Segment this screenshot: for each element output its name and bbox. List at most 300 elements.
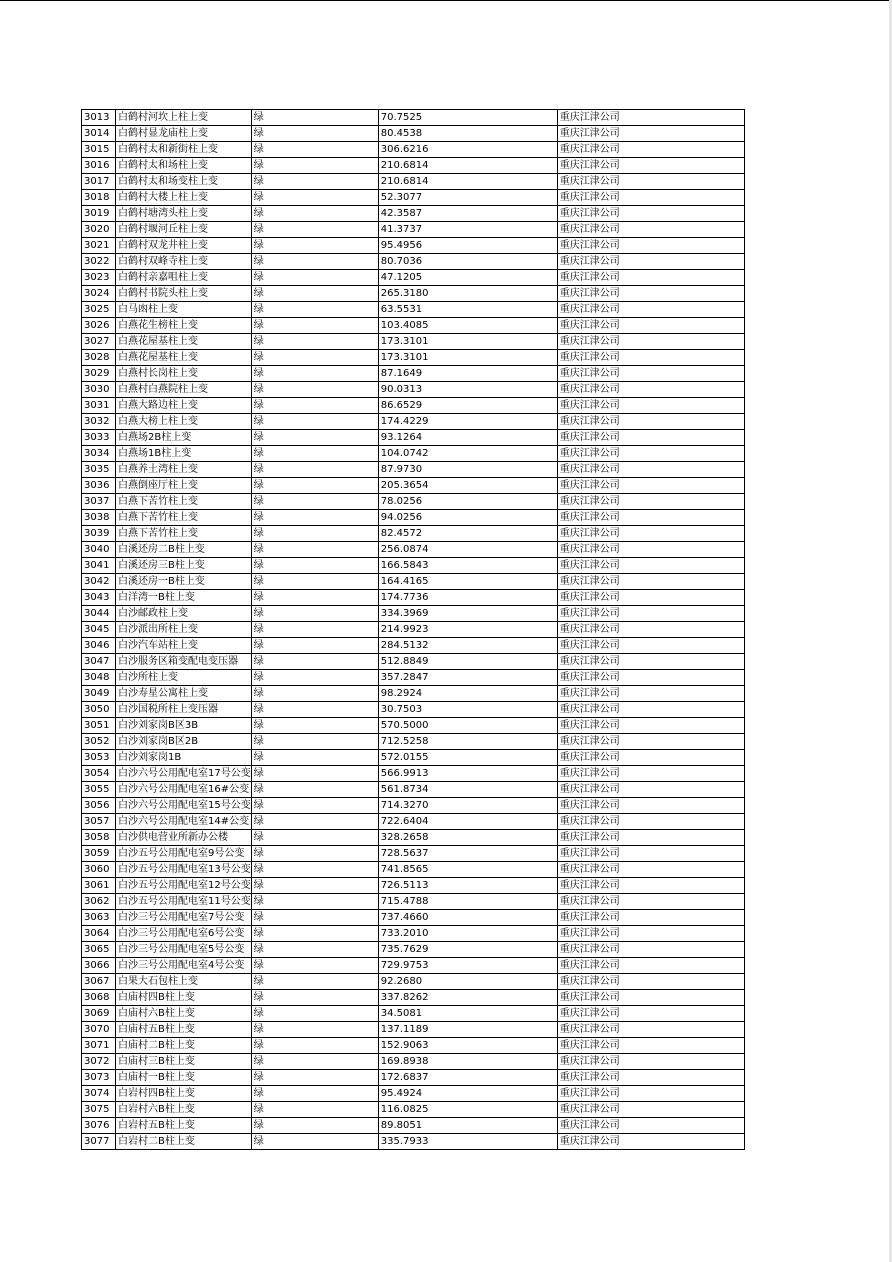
status-cell: 绿 (251, 654, 378, 670)
value-cell: 335.7933 (378, 1134, 557, 1150)
value-cell: 103.4085 (378, 318, 557, 334)
transformer-name-cell: 白沙五号公用配电室12号公变 (116, 878, 252, 894)
row-id-cell: 3044 (82, 606, 116, 622)
table-row (82, 590, 745, 606)
table-row (82, 174, 745, 190)
value-cell: 42.3587 (378, 206, 557, 222)
table-row (82, 910, 745, 926)
status-cell: 绿 (251, 606, 378, 622)
table-row (82, 334, 745, 350)
row-id-cell: 3046 (82, 638, 116, 654)
transformer-name-cell: 白鹤村双峰寺柱上变 (116, 254, 252, 270)
row-id-cell: 3017 (82, 174, 116, 190)
row-id-cell: 3020 (82, 222, 116, 238)
value-cell: 89.8051 (378, 1118, 557, 1134)
table-row (82, 350, 745, 366)
table-row (82, 782, 745, 798)
value-cell: 78.0256 (378, 494, 557, 510)
table-row (82, 526, 745, 542)
transformer-name-cell: 白沙三号公用配电室7号公变 (116, 910, 252, 926)
row-id-cell: 3076 (82, 1118, 116, 1134)
table-row (82, 542, 745, 558)
row-id-cell: 3018 (82, 190, 116, 206)
row-id-cell: 3057 (82, 814, 116, 830)
status-cell: 绿 (251, 942, 378, 958)
row-id-cell: 3024 (82, 286, 116, 302)
value-cell: 572.0155 (378, 750, 557, 766)
transformer-name-cell: 白沙三号公用配电室5号公变 (116, 942, 252, 958)
company-cell: 重庆江津公司 (557, 414, 744, 430)
value-cell: 164.4165 (378, 574, 557, 590)
status-cell: 绿 (251, 638, 378, 654)
transformer-name-cell: 白沙五号公用配电室9号公变 (116, 846, 252, 862)
table-row (82, 1038, 745, 1054)
status-cell: 绿 (251, 174, 378, 190)
value-cell: 714.3270 (378, 798, 557, 814)
company-cell: 重庆江津公司 (557, 174, 744, 190)
transformer-name-cell: 白燕场2B柱上变 (116, 430, 252, 446)
row-id-cell: 3069 (82, 1006, 116, 1022)
transformer-name-cell: 白沙五号公用配电室11号公变 (116, 894, 252, 910)
row-id-cell: 3022 (82, 254, 116, 270)
status-cell: 绿 (251, 398, 378, 414)
status-cell: 绿 (251, 542, 378, 558)
transformer-name-cell: 白沙六号公用配电室16#公变 (116, 782, 252, 798)
row-id-cell: 3021 (82, 238, 116, 254)
row-id-cell: 3066 (82, 958, 116, 974)
transformer-name-cell: 白岩村五B柱上变 (116, 1118, 252, 1134)
company-cell: 重庆江津公司 (557, 734, 744, 750)
transformer-name-cell: 白燕花屋基柱上变 (116, 350, 252, 366)
value-cell: 80.4538 (378, 126, 557, 142)
table-row (82, 190, 745, 206)
row-id-cell: 3054 (82, 766, 116, 782)
transformer-name-cell: 白庙村五B柱上变 (116, 1022, 252, 1038)
table-row (82, 734, 745, 750)
transformer-name-cell: 白沙三号公用配电室4号公变 (116, 958, 252, 974)
status-cell: 绿 (251, 286, 378, 302)
transformer-name-cell: 白沙汽车站柱上变 (116, 638, 252, 654)
company-cell: 重庆江津公司 (557, 526, 744, 542)
transformer-name-cell: 白燕下苦竹柱上变 (116, 510, 252, 526)
status-cell: 绿 (251, 766, 378, 782)
transformer-name-cell: 白洋湾一B柱上变 (116, 590, 252, 606)
company-cell: 重庆江津公司 (557, 830, 744, 846)
status-cell: 绿 (251, 718, 378, 734)
status-cell: 绿 (251, 782, 378, 798)
value-cell: 94.0256 (378, 510, 557, 526)
row-id-cell: 3061 (82, 878, 116, 894)
row-id-cell: 3038 (82, 510, 116, 526)
transformer-name-cell: 白鹤村堰河丘柱上变 (116, 222, 252, 238)
transformer-name-cell: 白沙六号公用配电室14#公变 (116, 814, 252, 830)
table-row (82, 846, 745, 862)
row-id-cell: 3037 (82, 494, 116, 510)
status-cell: 绿 (251, 686, 378, 702)
transformer-name-cell: 白沙服务区箱变配电变压器 (116, 654, 252, 670)
value-cell: 95.4924 (378, 1086, 557, 1102)
transformer-name-cell: 白鹤村太和新街柱上变 (116, 142, 252, 158)
table-row (82, 958, 745, 974)
status-cell: 绿 (251, 1086, 378, 1102)
value-cell: 306.6216 (378, 142, 557, 158)
row-id-cell: 3048 (82, 670, 116, 686)
value-cell: 512.8849 (378, 654, 557, 670)
row-id-cell: 3047 (82, 654, 116, 670)
transformer-name-cell: 白鹤村塘湾头柱上变 (116, 206, 252, 222)
status-cell: 绿 (251, 590, 378, 606)
status-cell: 绿 (251, 702, 378, 718)
table-row (82, 254, 745, 270)
company-cell: 重庆江津公司 (557, 654, 744, 670)
row-id-cell: 3035 (82, 462, 116, 478)
status-cell: 绿 (251, 574, 378, 590)
value-cell: 735.7629 (378, 942, 557, 958)
transformer-name-cell: 白燕村白燕院柱上变 (116, 382, 252, 398)
transformer-name-cell: 白庙村六B柱上变 (116, 1006, 252, 1022)
value-cell: 93.1264 (378, 430, 557, 446)
table-row (82, 398, 745, 414)
value-cell: 334.3969 (378, 606, 557, 622)
table-row (82, 670, 745, 686)
row-id-cell: 3029 (82, 366, 116, 382)
transformer-name-cell: 白庙村二B柱上变 (116, 1038, 252, 1054)
row-id-cell: 3059 (82, 846, 116, 862)
value-cell: 729.9753 (378, 958, 557, 974)
table-row (82, 206, 745, 222)
table-body (82, 110, 745, 1150)
table-row (82, 446, 745, 462)
status-cell: 绿 (251, 814, 378, 830)
value-cell: 210.6814 (378, 158, 557, 174)
status-cell: 绿 (251, 798, 378, 814)
value-cell: 328.2658 (378, 830, 557, 846)
value-cell: 712.5258 (378, 734, 557, 750)
transformer-name-cell: 白沙寿星公寓柱上变 (116, 686, 252, 702)
value-cell: 737.4660 (378, 910, 557, 926)
company-cell: 重庆江津公司 (557, 606, 744, 622)
value-cell: 166.5843 (378, 558, 557, 574)
row-id-cell: 3070 (82, 1022, 116, 1038)
status-cell: 绿 (251, 862, 378, 878)
table-row (82, 702, 745, 718)
table-row (82, 798, 745, 814)
company-cell: 重庆江津公司 (557, 862, 744, 878)
transformer-name-cell: 白沙三号公用配电室6号公变 (116, 926, 252, 942)
row-id-cell: 3052 (82, 734, 116, 750)
table-row (82, 686, 745, 702)
value-cell: 137.1189 (378, 1022, 557, 1038)
transformer-name-cell: 白沙国税所柱上变压器 (116, 702, 252, 718)
table-row (82, 158, 745, 174)
company-cell: 重庆江津公司 (557, 782, 744, 798)
company-cell: 重庆江津公司 (557, 158, 744, 174)
status-cell: 绿 (251, 110, 378, 126)
transformer-name-cell: 白燕大榜上柱上变 (116, 414, 252, 430)
table-row (82, 862, 745, 878)
company-cell: 重庆江津公司 (557, 366, 744, 382)
value-cell: 733.2010 (378, 926, 557, 942)
table-row (82, 270, 745, 286)
company-cell: 重庆江津公司 (557, 1070, 744, 1086)
transformer-name-cell: 白沙所柱上变 (116, 670, 252, 686)
status-cell: 绿 (251, 478, 378, 494)
row-id-cell: 3055 (82, 782, 116, 798)
value-cell: 715.4788 (378, 894, 557, 910)
value-cell: 34.5081 (378, 1006, 557, 1022)
table-row (82, 126, 745, 142)
table-row (82, 1070, 745, 1086)
table-row (82, 574, 745, 590)
row-id-cell: 3053 (82, 750, 116, 766)
company-cell: 重庆江津公司 (557, 286, 744, 302)
row-id-cell: 3065 (82, 942, 116, 958)
transformer-name-cell: 白岩村六B柱上变 (116, 1102, 252, 1118)
company-cell: 重庆江津公司 (557, 126, 744, 142)
table-row (82, 894, 745, 910)
table-row (82, 990, 745, 1006)
status-cell: 绿 (251, 238, 378, 254)
value-cell: 41.3737 (378, 222, 557, 238)
status-cell: 绿 (251, 302, 378, 318)
value-cell: 92.2680 (378, 974, 557, 990)
table-row (82, 1022, 745, 1038)
status-cell: 绿 (251, 270, 378, 286)
row-id-cell: 3050 (82, 702, 116, 718)
table-row (82, 974, 745, 990)
company-cell: 重庆江津公司 (557, 206, 744, 222)
value-cell: 561.8734 (378, 782, 557, 798)
transformer-name-cell: 白燕花生榜柱上变 (116, 318, 252, 334)
transformer-name-cell: 白鹤村双龙井柱上变 (116, 238, 252, 254)
value-cell: 98.2924 (378, 686, 557, 702)
value-cell: 205.3654 (378, 478, 557, 494)
transformer-name-cell: 白鹤村太和场变柱上变 (116, 174, 252, 190)
row-id-cell: 3031 (82, 398, 116, 414)
value-cell: 90.0313 (378, 382, 557, 398)
value-cell: 174.4229 (378, 414, 557, 430)
transformer-name-cell: 白沙六号公用配电室15号公变 (116, 798, 252, 814)
transformer-name-cell: 白溪还房一B柱上变 (116, 574, 252, 590)
company-cell: 重庆江津公司 (557, 558, 744, 574)
row-id-cell: 3013 (82, 110, 116, 126)
row-id-cell: 3045 (82, 622, 116, 638)
row-id-cell: 3056 (82, 798, 116, 814)
row-id-cell: 3036 (82, 478, 116, 494)
status-cell: 绿 (251, 526, 378, 542)
value-cell: 210.6814 (378, 174, 557, 190)
table-row (82, 478, 745, 494)
value-cell: 214.9923 (378, 622, 557, 638)
transformer-name-cell: 白燕花屋基柱上变 (116, 334, 252, 350)
status-cell: 绿 (251, 494, 378, 510)
transformer-name-cell: 白沙供电营业所新办公楼 (116, 830, 252, 846)
company-cell: 重庆江津公司 (557, 222, 744, 238)
company-cell: 重庆江津公司 (557, 446, 744, 462)
company-cell: 重庆江津公司 (557, 318, 744, 334)
table-row (82, 222, 745, 238)
value-cell: 95.4956 (378, 238, 557, 254)
table-row (82, 606, 745, 622)
company-cell: 重庆江津公司 (557, 718, 744, 734)
transformer-name-cell: 白鹤村太和场柱上变 (116, 158, 252, 174)
status-cell: 绿 (251, 558, 378, 574)
value-cell: 173.3101 (378, 350, 557, 366)
status-cell: 绿 (251, 622, 378, 638)
status-cell: 绿 (251, 158, 378, 174)
row-id-cell: 3034 (82, 446, 116, 462)
row-id-cell: 3062 (82, 894, 116, 910)
row-id-cell: 3014 (82, 126, 116, 142)
company-cell: 重庆江津公司 (557, 574, 744, 590)
company-cell: 重庆江津公司 (557, 1022, 744, 1038)
value-cell: 741.8565 (378, 862, 557, 878)
table-row (82, 558, 745, 574)
value-cell: 172.6837 (378, 1070, 557, 1086)
table-row (82, 238, 745, 254)
company-cell: 重庆江津公司 (557, 494, 744, 510)
value-cell: 284.5132 (378, 638, 557, 654)
status-cell: 绿 (251, 430, 378, 446)
company-cell: 重庆江津公司 (557, 1086, 744, 1102)
status-cell: 绿 (251, 222, 378, 238)
value-cell: 256.0874 (378, 542, 557, 558)
table-row (82, 302, 745, 318)
row-id-cell: 3039 (82, 526, 116, 542)
status-cell: 绿 (251, 1134, 378, 1150)
table-row (82, 142, 745, 158)
row-id-cell: 3072 (82, 1054, 116, 1070)
transformer-name-cell: 白燕养土湾柱上变 (116, 462, 252, 478)
company-cell: 重庆江津公司 (557, 622, 744, 638)
status-cell: 绿 (251, 910, 378, 926)
status-cell: 绿 (251, 878, 378, 894)
transformer-name-cell: 白溪还房三B柱上变 (116, 558, 252, 574)
table-row (82, 766, 745, 782)
status-cell: 绿 (251, 830, 378, 846)
value-cell: 173.3101 (378, 334, 557, 350)
table-row (82, 942, 745, 958)
table-row (82, 878, 745, 894)
status-cell: 绿 (251, 510, 378, 526)
status-cell: 绿 (251, 446, 378, 462)
status-cell: 绿 (251, 670, 378, 686)
table-row (82, 814, 745, 830)
value-cell: 337.8262 (378, 990, 557, 1006)
status-cell: 绿 (251, 254, 378, 270)
company-cell: 重庆江津公司 (557, 1102, 744, 1118)
table-row (82, 510, 745, 526)
row-id-cell: 3033 (82, 430, 116, 446)
company-cell: 重庆江津公司 (557, 350, 744, 366)
table-row (82, 1134, 745, 1150)
company-cell: 重庆江津公司 (557, 238, 744, 254)
transformer-name-cell: 白燕倒座厅柱上变 (116, 478, 252, 494)
status-cell: 绿 (251, 382, 378, 398)
row-id-cell: 3073 (82, 1070, 116, 1086)
row-id-cell: 3023 (82, 270, 116, 286)
status-cell: 绿 (251, 1038, 378, 1054)
value-cell: 116.0825 (378, 1102, 557, 1118)
row-id-cell: 3043 (82, 590, 116, 606)
transformer-name-cell: 白燕下苦竹柱上变 (116, 526, 252, 542)
status-cell: 绿 (251, 206, 378, 222)
page-top-border (0, 0, 892, 1)
company-cell: 重庆江津公司 (557, 1006, 744, 1022)
company-cell: 重庆江津公司 (557, 926, 744, 942)
row-id-cell: 3027 (82, 334, 116, 350)
company-cell: 重庆江津公司 (557, 270, 744, 286)
company-cell: 重庆江津公司 (557, 750, 744, 766)
value-cell: 70.7525 (378, 110, 557, 126)
row-id-cell: 3063 (82, 910, 116, 926)
row-id-cell: 3049 (82, 686, 116, 702)
company-cell: 重庆江津公司 (557, 670, 744, 686)
table-row (82, 430, 745, 446)
transformer-name-cell: 白果大石包柱上变 (116, 974, 252, 990)
row-id-cell: 3051 (82, 718, 116, 734)
company-cell: 重庆江津公司 (557, 334, 744, 350)
transformer-name-cell: 白鹤村大楼上柱上变 (116, 190, 252, 206)
company-cell: 重庆江津公司 (557, 590, 744, 606)
company-cell: 重庆江津公司 (557, 398, 744, 414)
row-id-cell: 3058 (82, 830, 116, 846)
transformer-name-cell: 白燕村长岗柱上变 (116, 366, 252, 382)
row-id-cell: 3019 (82, 206, 116, 222)
row-id-cell: 3075 (82, 1102, 116, 1118)
table-row (82, 926, 745, 942)
table-row (82, 830, 745, 846)
row-id-cell: 3041 (82, 558, 116, 574)
status-cell: 绿 (251, 318, 378, 334)
company-cell: 重庆江津公司 (557, 302, 744, 318)
transformer-name-cell: 白沙刘家岗B区3B (116, 718, 252, 734)
status-cell: 绿 (251, 1118, 378, 1134)
company-cell: 重庆江津公司 (557, 958, 744, 974)
value-cell: 726.5113 (378, 878, 557, 894)
company-cell: 重庆江津公司 (557, 1054, 744, 1070)
value-cell: 87.9730 (378, 462, 557, 478)
status-cell: 绿 (251, 350, 378, 366)
value-cell: 152.9063 (378, 1038, 557, 1054)
row-id-cell: 3077 (82, 1134, 116, 1150)
value-cell: 722.6404 (378, 814, 557, 830)
row-id-cell: 3026 (82, 318, 116, 334)
status-cell: 绿 (251, 894, 378, 910)
transformer-name-cell: 白燕下苦竹柱上变 (116, 494, 252, 510)
table-row (82, 750, 745, 766)
value-cell: 30.7503 (378, 702, 557, 718)
table-row (82, 1086, 745, 1102)
company-cell: 重庆江津公司 (557, 686, 744, 702)
status-cell: 绿 (251, 414, 378, 430)
table-row (82, 1118, 745, 1134)
status-cell: 绿 (251, 734, 378, 750)
transformer-name-cell: 白沙刘家岗B区2B (116, 734, 252, 750)
company-cell: 重庆江津公司 (557, 1134, 744, 1150)
transformer-name-cell: 白燕大路边柱上变 (116, 398, 252, 414)
status-cell: 绿 (251, 126, 378, 142)
table-row (82, 382, 745, 398)
value-cell: 63.5531 (378, 302, 557, 318)
value-cell: 80.7036 (378, 254, 557, 270)
company-cell: 重庆江津公司 (557, 510, 744, 526)
table-row (82, 1054, 745, 1070)
company-cell: 重庆江津公司 (557, 846, 744, 862)
table-row (82, 718, 745, 734)
company-cell: 重庆江津公司 (557, 638, 744, 654)
status-cell: 绿 (251, 1022, 378, 1038)
